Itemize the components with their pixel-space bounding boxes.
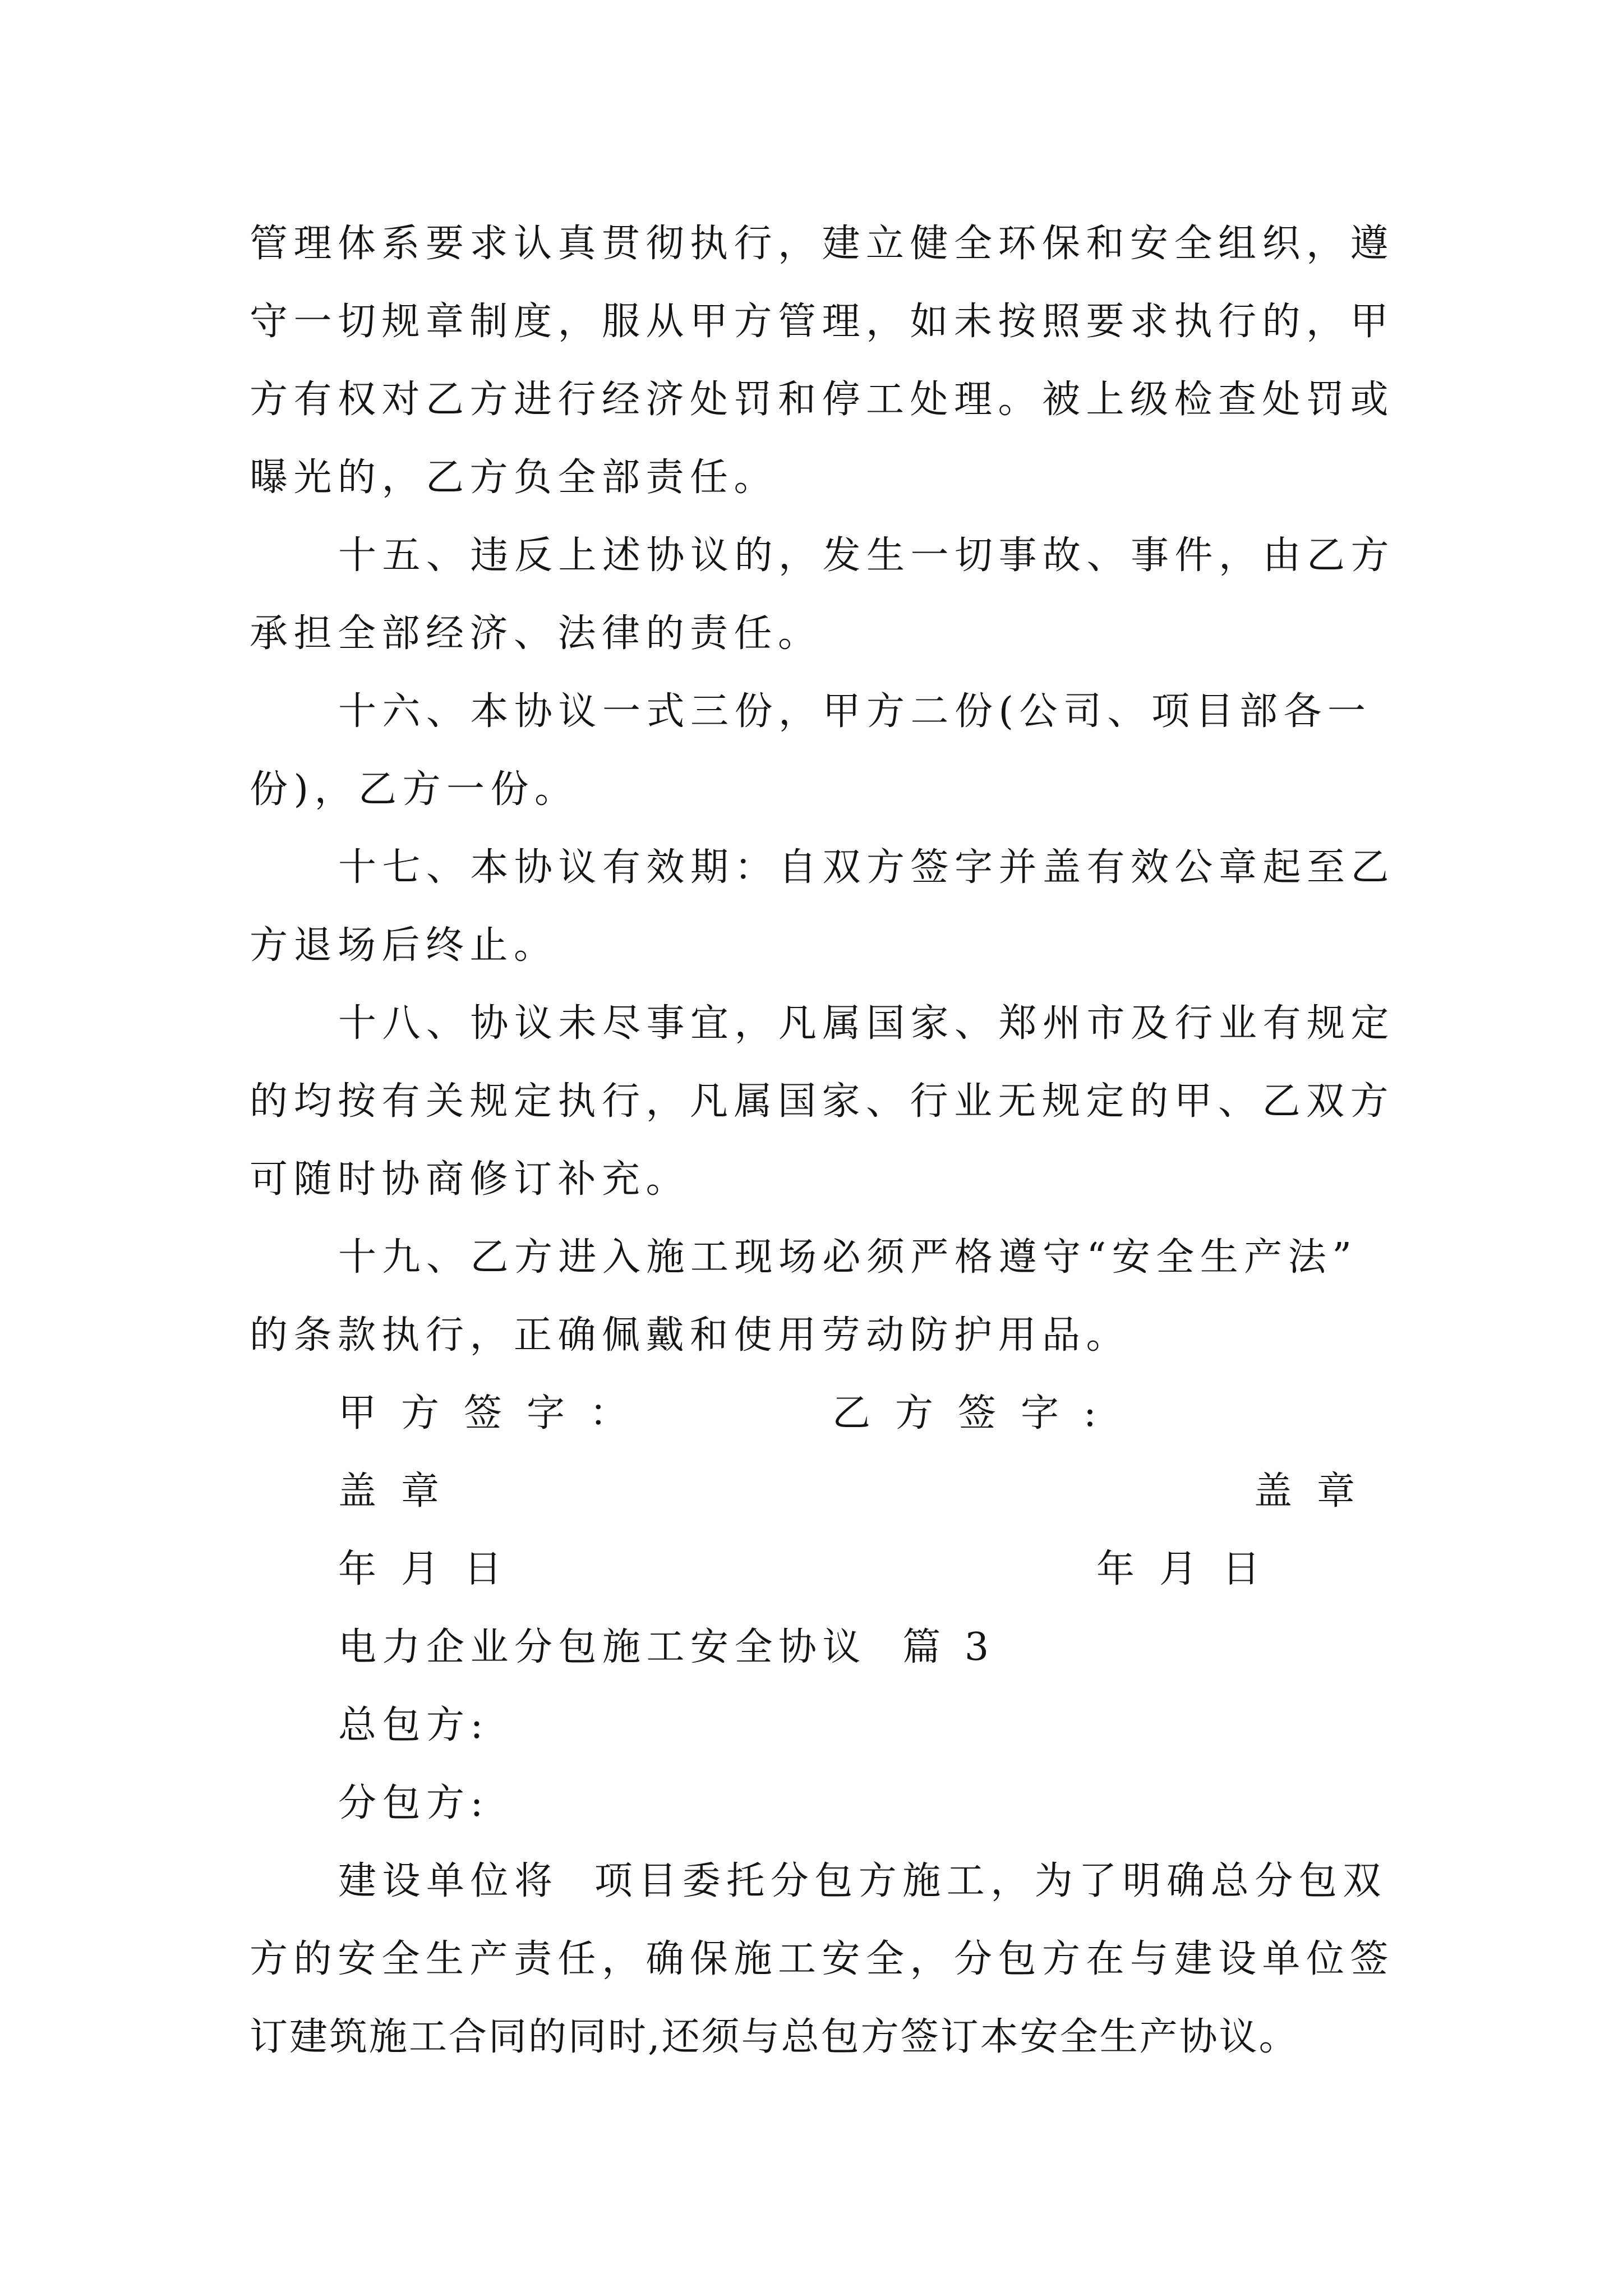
paragraph-line: 份)，乙方一份。 bbox=[250, 767, 579, 812]
closing-paragraph-line: 订建筑施工合同的同时,还须与总包方签订本安全生产协议。 bbox=[250, 2015, 1299, 2059]
closing-paragraph-line: 方的安全生产责任，确保施工安全，分包方在与建设单位签 bbox=[250, 1937, 1395, 1981]
clause-15-line: 十五、违反上述协议的，发生一切事故、事件，由乙方 bbox=[338, 533, 1395, 578]
paragraph-line: 的条款执行，正确佩戴和使用劳动防护用品。 bbox=[250, 1313, 1131, 1358]
party-b-signature-label: 乙方签字: bbox=[832, 1391, 1121, 1435]
clause-16-line: 十六、本协议一式三份，甲方二份(公司、项目部各一 bbox=[338, 689, 1372, 734]
date-left-label: 年月日 bbox=[338, 1547, 527, 1591]
paragraph-line: 管理体系要求认真贯彻执行，建立健全环保和安全组织，遵 bbox=[250, 222, 1395, 266]
paragraph-line: 方退场后终止。 bbox=[250, 923, 558, 968]
seal-right-label: 盖章 bbox=[1254, 1469, 1380, 1513]
paragraph-line: 可随时协商修订补充。 bbox=[250, 1157, 690, 1202]
paragraph-line: 守一切规章制度，服从甲方管理，如未按照要求执行的，甲 bbox=[250, 300, 1395, 344]
seal-left-label: 盖章 bbox=[338, 1469, 464, 1513]
subcontractor-label: 分包方: bbox=[338, 1781, 489, 1825]
clause-18-line: 十八、协议未尽事宜，凡属国家、郑州市及行业有规定 bbox=[338, 1001, 1395, 1046]
date-right-label: 年月日 bbox=[1096, 1547, 1285, 1591]
clause-19-line: 十九、乙方进入施工现场必须严格遵守“安全生产法” bbox=[338, 1235, 1358, 1280]
general-contractor-label: 总包方: bbox=[338, 1703, 489, 1747]
section-title: 电力企业分包施工安全协议 篇 3 bbox=[338, 1625, 995, 1669]
paragraph-line: 方有权对乙方进行经济处罚和停工处理。被上级检查处罚或 bbox=[250, 378, 1395, 422]
paragraph-line: 曝光的，乙方负全部责任。 bbox=[250, 455, 778, 500]
paragraph-line: 承担全部经济、法律的责任。 bbox=[250, 611, 822, 656]
paragraph-line: 的均按有关规定执行，凡属国家、行业无规定的甲、乙双方 bbox=[250, 1079, 1395, 1124]
clause-17-line: 十七、本协议有效期：自双方签字并盖有效公章起至乙 bbox=[338, 845, 1395, 890]
closing-paragraph-line: 建设单位将 项目委托分包方施工，为了明确总分包双 bbox=[338, 1859, 1387, 1903]
party-a-signature-label: 甲方签字： bbox=[338, 1391, 653, 1435]
